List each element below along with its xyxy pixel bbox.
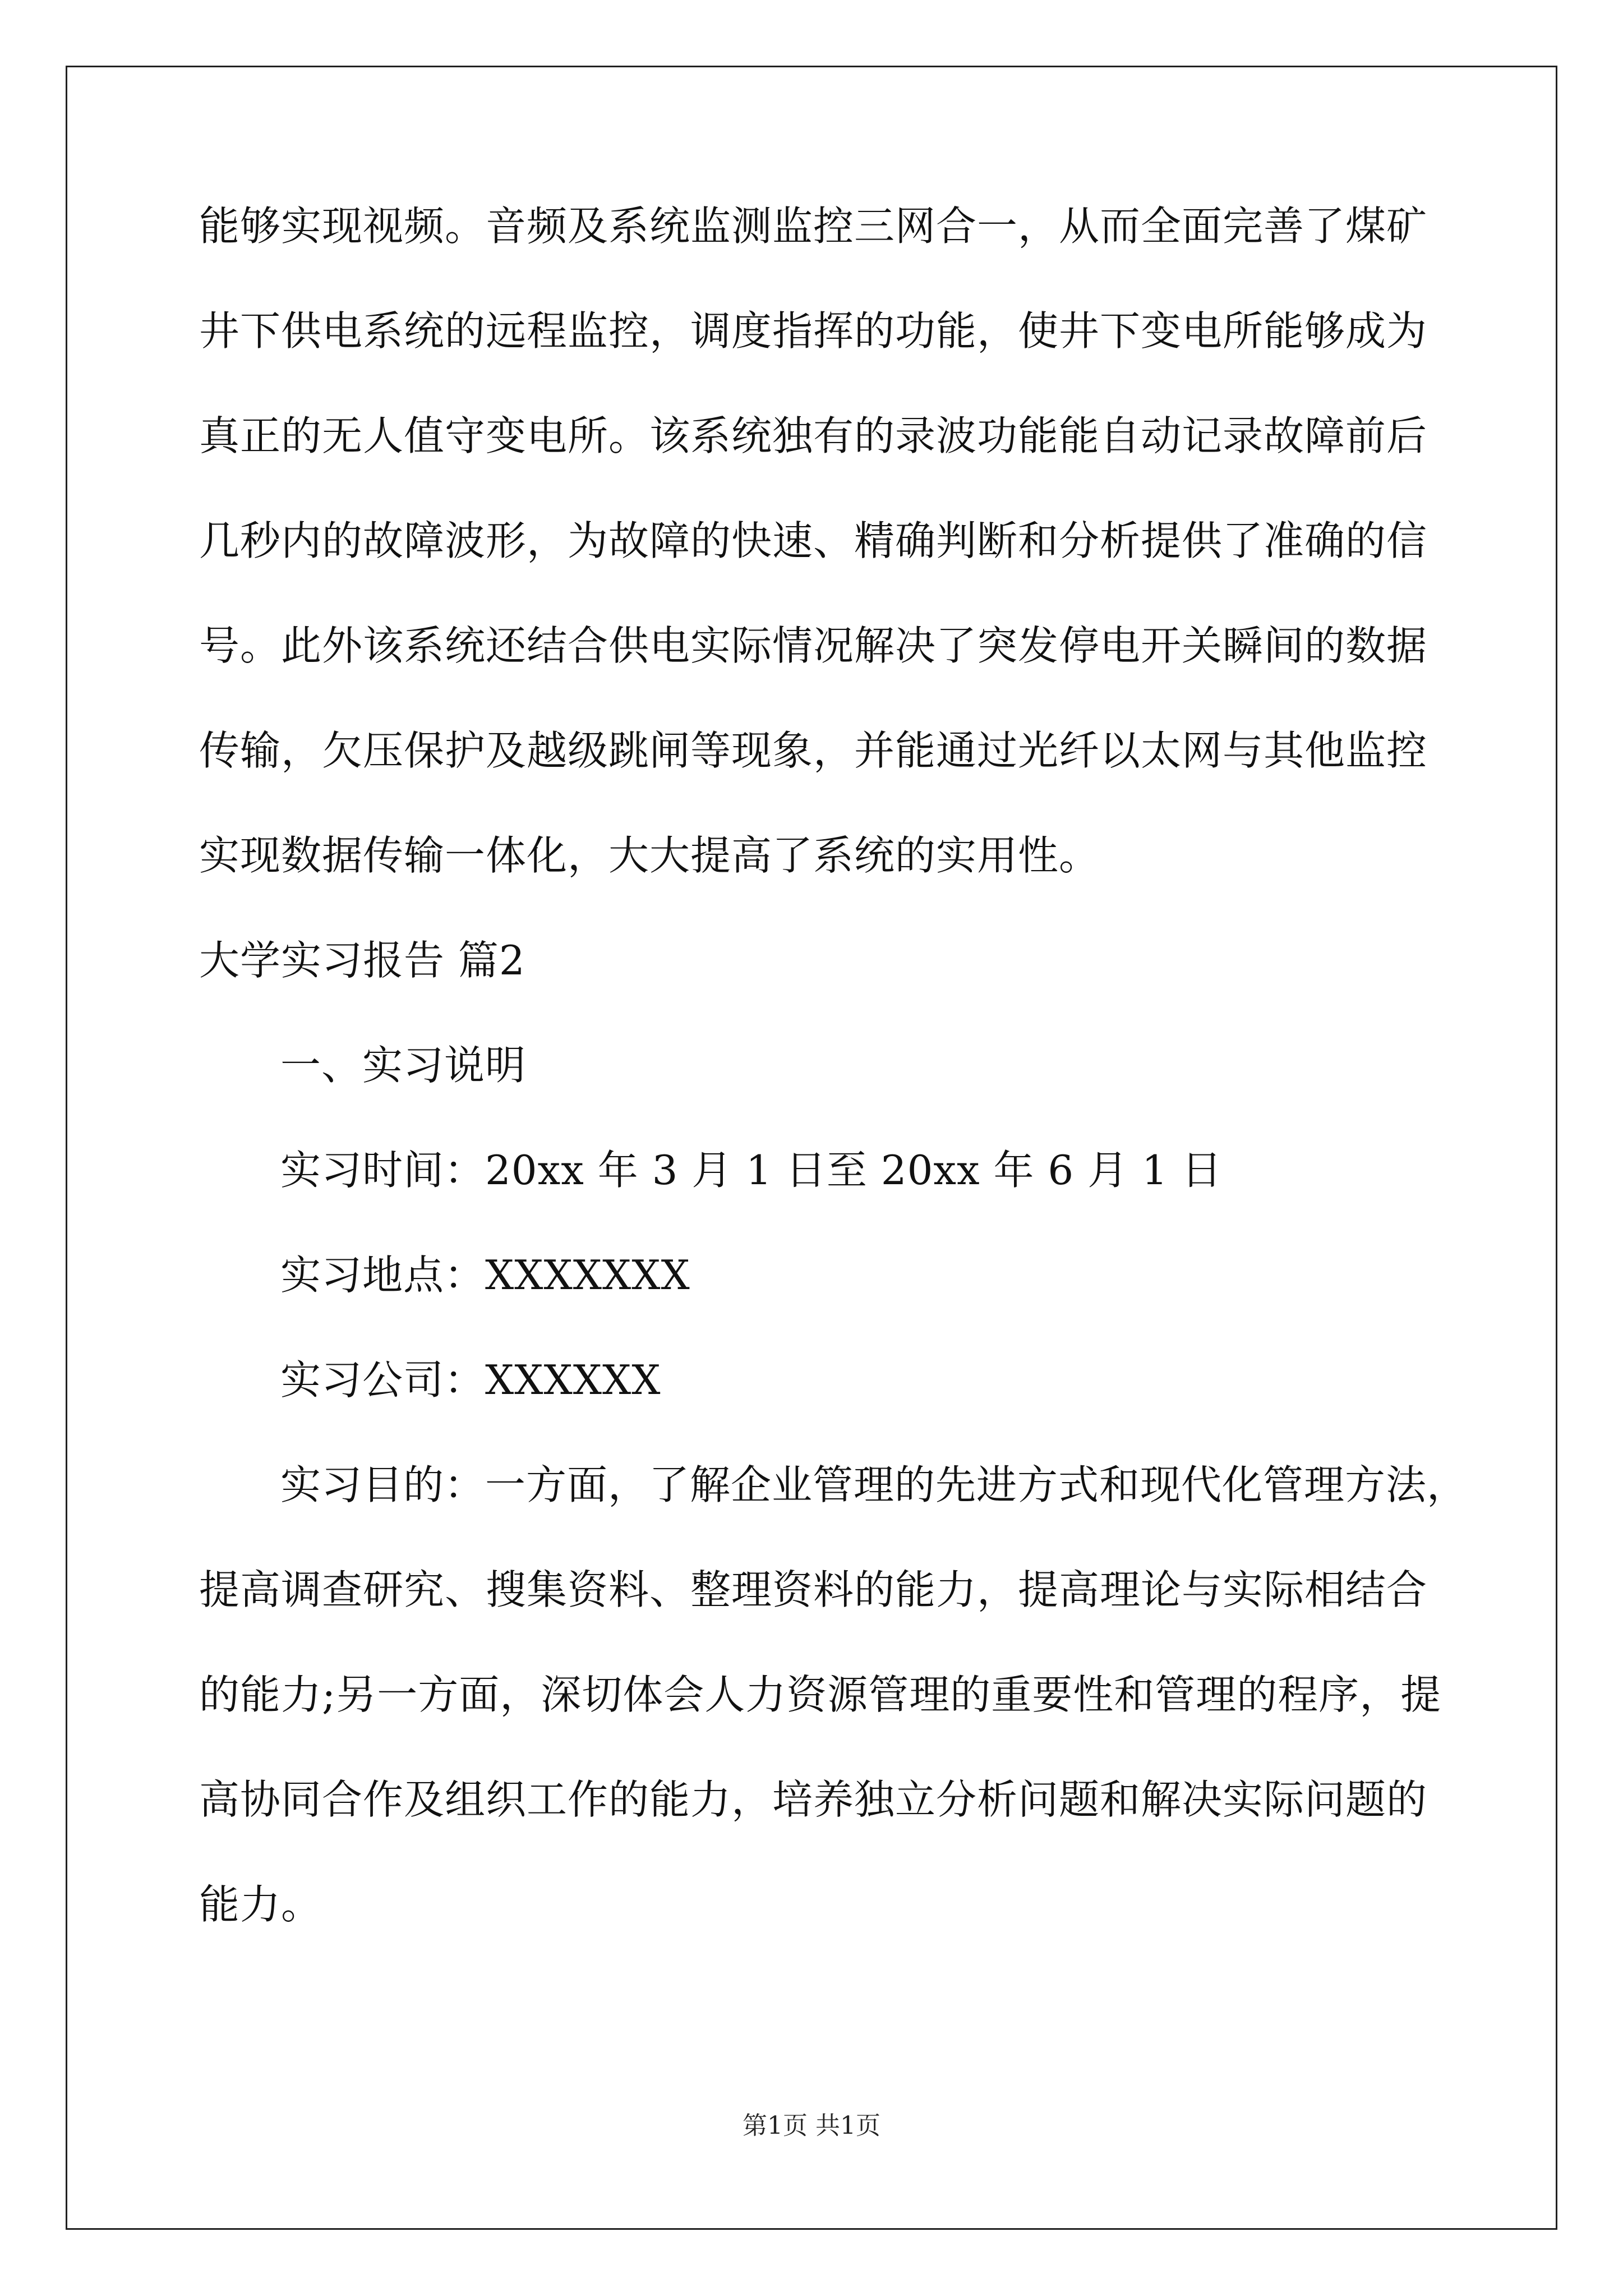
section-title: 大学实习报告 篇2	[199, 937, 525, 984]
internship-time: 实习时间：20xx 年 3 月 1 日至 20xx 年 6 月 1 日	[280, 1147, 1223, 1194]
paragraph-line: 几秒内的故障波形，为故障的快速、精确判断和分析提供了准确的信	[199, 517, 1428, 564]
paragraph-line: 真正的无人值守变电所。该系统独有的录波功能能自动记录故障前后	[199, 412, 1428, 459]
internship-location: 实习地点：XXXXXXX	[280, 1251, 690, 1299]
purpose-line: 能力。	[199, 1881, 322, 1928]
internship-company: 实习公司：XXXXXX	[280, 1356, 661, 1404]
paragraph-line: 井下供电系统的远程监控，调度指挥的功能，使井下变电所能够成为	[199, 307, 1428, 355]
purpose-line: 的能力;另一方面，深切体会人力资源管理的重要性和管理的程序，提	[199, 1671, 1442, 1718]
paragraph-line: 号。此外该系统还结合供电实际情况解决了突发停电开关瞬间的数据	[199, 622, 1428, 669]
paragraph-line: 传输，欠压保护及越级跳闸等现象，并能通过光纤以太网与其他监控	[199, 727, 1428, 774]
paragraph-line: 实现数据传输一体化，大大提高了系统的实用性。	[199, 832, 1100, 879]
heading-internship-description: 一、实习说明	[280, 1042, 527, 1089]
purpose-line: 提高调查研究、搜集资料、整理资料的能力，提高理论与实际相结合	[199, 1566, 1428, 1613]
page-footer: 第1页 共1页	[743, 2111, 880, 2140]
purpose-line: 高协同合作及组织工作的能力，培养独立分析问题和解决实际问题的	[199, 1776, 1428, 1823]
purpose-line: 实习目的：一方面，了解企业管理的先进方式和现代化管理方法，	[280, 1461, 1468, 1508]
paragraph-line: 能够实现视频。音频及系统监测监控三网合一，从而全面完善了煤矿	[199, 203, 1428, 250]
